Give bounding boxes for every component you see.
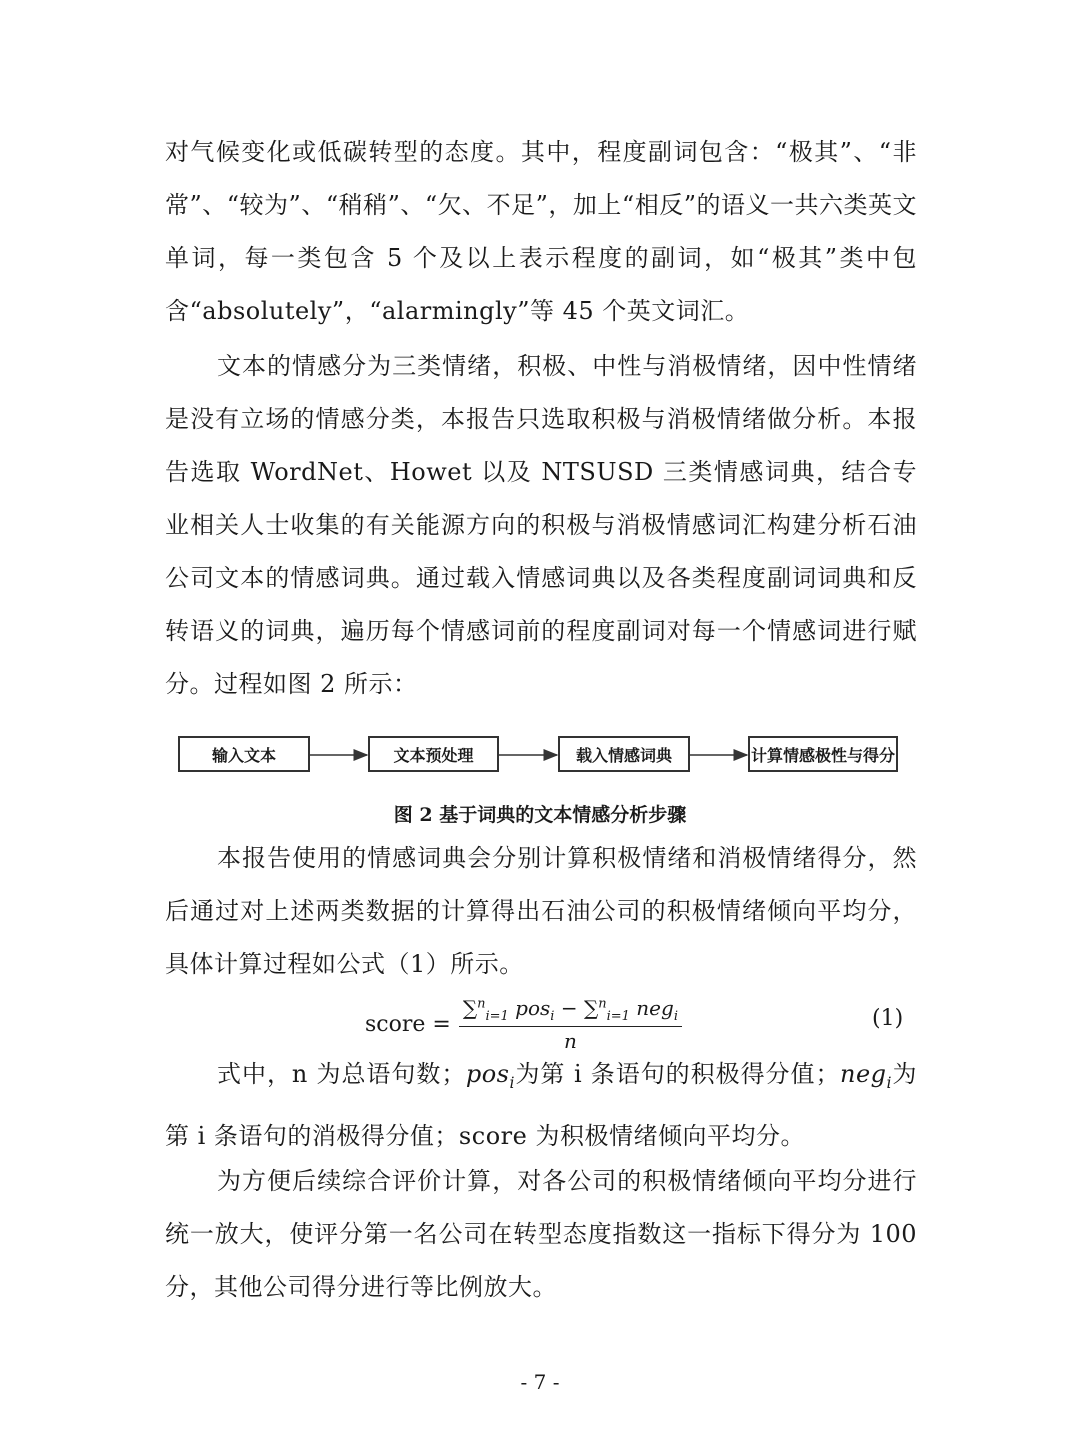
formula-denominator: n: [563, 1028, 577, 1053]
paragraph-degree-adverbs: 对气候变化或低碳转型的态度。其中，程度副词包含：“极其”、“非常”、“较为”、“稍稍”、“欠、不足”，加上“相反”的语义一共六类英文单词，每一类包含 5 个及以上表示程度的副词，如“极其”类中包含“absolutely”，“alarmingly”等 45 个英文词汇。: [165, 138, 917, 325]
formula-lhs: score =: [365, 1011, 451, 1037]
formula-score: [365, 994, 682, 1054]
flow-step-input-text: 输入文本: [178, 736, 310, 772]
paragraph-normalization: 为方便后续综合评价计算，对各公司的积极情绪倾向平均分进行统一放大，使评分第一名公司在转型态度指数这一指标下得分为 100 分，其他公司得分进行等比例放大。: [165, 1167, 917, 1301]
flow-step-load-dictionary: 载入情感词典: [558, 736, 690, 772]
flow-step-preprocess: 文本预处理: [368, 736, 499, 772]
page-number: - 7 -: [520, 1370, 560, 1394]
paragraph-calculation: 本报告使用的情感词典会分别计算积极情绪和消极情绪得分，然后通过对上述两类数据的计算得出石油公司的积极情绪倾向平均分，具体计算过程如公式（1）所示。: [165, 844, 917, 978]
figure-caption: 图 2 基于词典的文本情感分析步骤: [393, 804, 687, 826]
paragraph-sentiment-dictionary: 文本的情感分为三类情绪，积极、中性与消极情绪，因中性情绪是没有立场的情感分类，本报告只选取积极与消极情绪做分析。本报告选取 WordNet、Howet 以及 NTSUSD 三类情感词典，结合专业相关人士收集的有关能源方向的积极与消极情感词汇构建分析石油公司文本的情感词典。通过载入情感词典以及各类程度副词词典和反转语义的词典，遍历每个情感词前的程度副词对每一个情感词进行赋分。过程如图 2 所示：: [165, 352, 917, 698]
paragraph-variable-definitions: 式中，n 为总语句数；pos$_i$为第 i 条语句的积极得分值；neg$_i$为第 i 条语句的消极得分值；score 为积极情绪倾向平均分。: [165, 1060, 918, 1150]
equation-number: (1): [872, 1006, 904, 1031]
formula-fraction: [459, 996, 682, 1053]
flow-step-compute-score: 计算情感极性与得分: [748, 736, 898, 772]
formula-numerator: ∑$^n_{i=1}$ pos$_i$ − ∑$^n_{i=1}$ neg$_i$: [459, 996, 682, 1027]
